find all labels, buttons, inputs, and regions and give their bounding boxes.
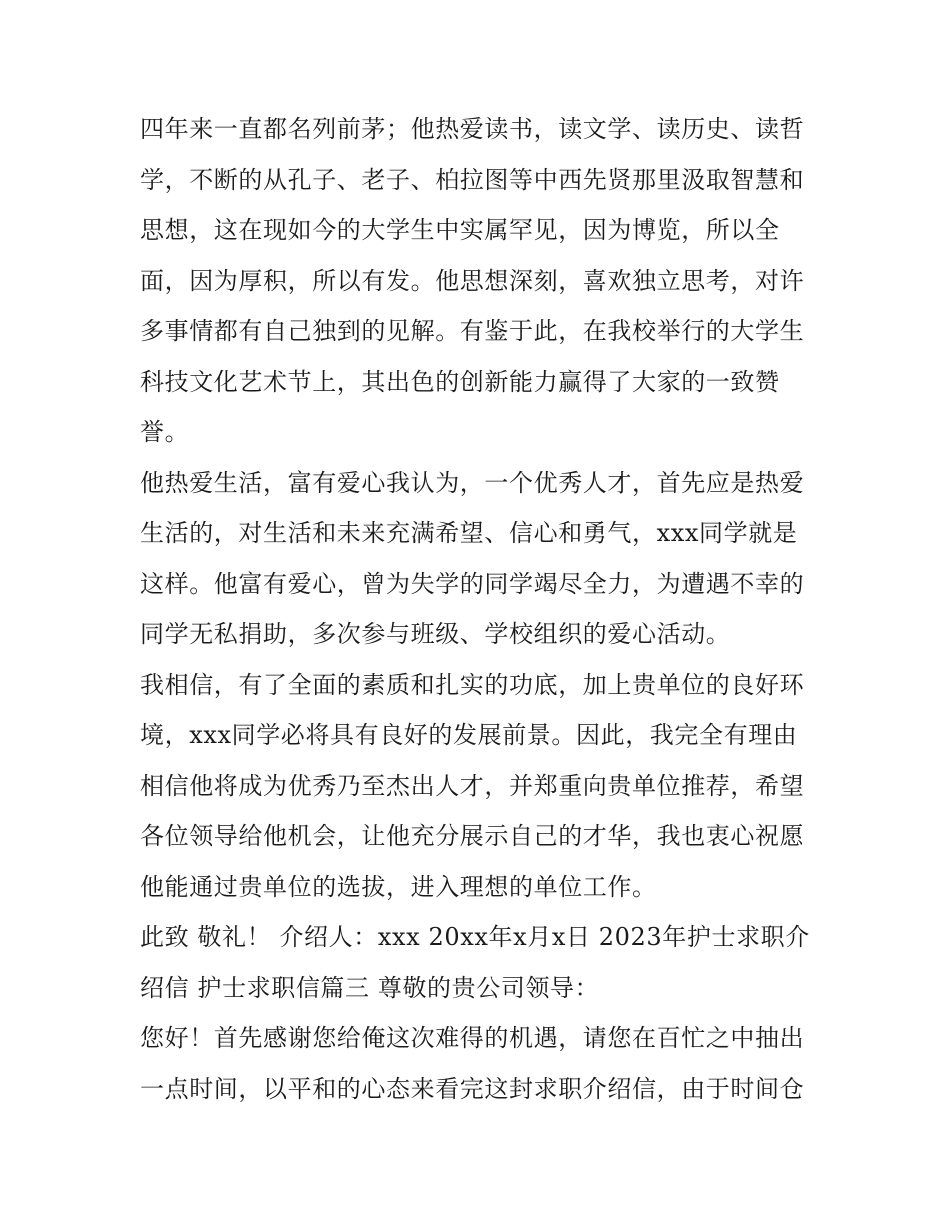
document-body bbox=[140, 104, 820, 1114]
paragraph-recommendation: 我相信，有了全面的素质和扎实的功底，加上贵单位的良好环境，xxx同学必将具有良好的发展前景。因此，我完全有理由相信他将成为优秀乃至杰出人才，并郑重向贵单位推荐，希望各位领导给他机会，让他充分展示自己的才华，我也衷心祝愿他能通过贵单位的选拔，进入理想的单位工作。 bbox=[140, 670, 805, 901]
paragraph-closing-and-heading: 此致 敬礼！ 介绍人：xxx 20xx年x月x日 2023年护士求职介绍信 护士求职信篇三 尊敬的贵公司领导： bbox=[140, 923, 810, 1002]
paragraph-academics: 四年来一直都名列前茅；他热爱读书，读文学、读历史、读哲学，不断的从孔子、老子、柏拉图等中西先贤那里汲取智慧和思想，这在现如今的大学生中实属罕见，因为博览，所以全面，因为厚积，所以有发。他思想深刻，喜欢独立思考，对许多事情都有自己独到的见解。有鉴于此，在我校举行的大学生科技文化艺术节上，其出色的创新能力赢得了大家的一致赞誉。 bbox=[140, 115, 805, 446]
paragraph-love-of-life: 他热爱生活，富有爱心我认为，一个优秀人才，首先应是热爱生活的，对生活和未来充满希望、信心和勇气，xxx同学就是这样。他富有爱心，曾为失学的同学竭尽全力，为遭遇不幸的同学无私捐助，多次参与班级、学校组织的爱心活动。 bbox=[140, 468, 805, 648]
paragraph-greeting: 您好！首先感谢您给俺这次难得的机遇，请您在百忙之中抽出一点时间，以平和的心态来看完这封求职介绍信，由于时间仓 bbox=[140, 1024, 805, 1103]
